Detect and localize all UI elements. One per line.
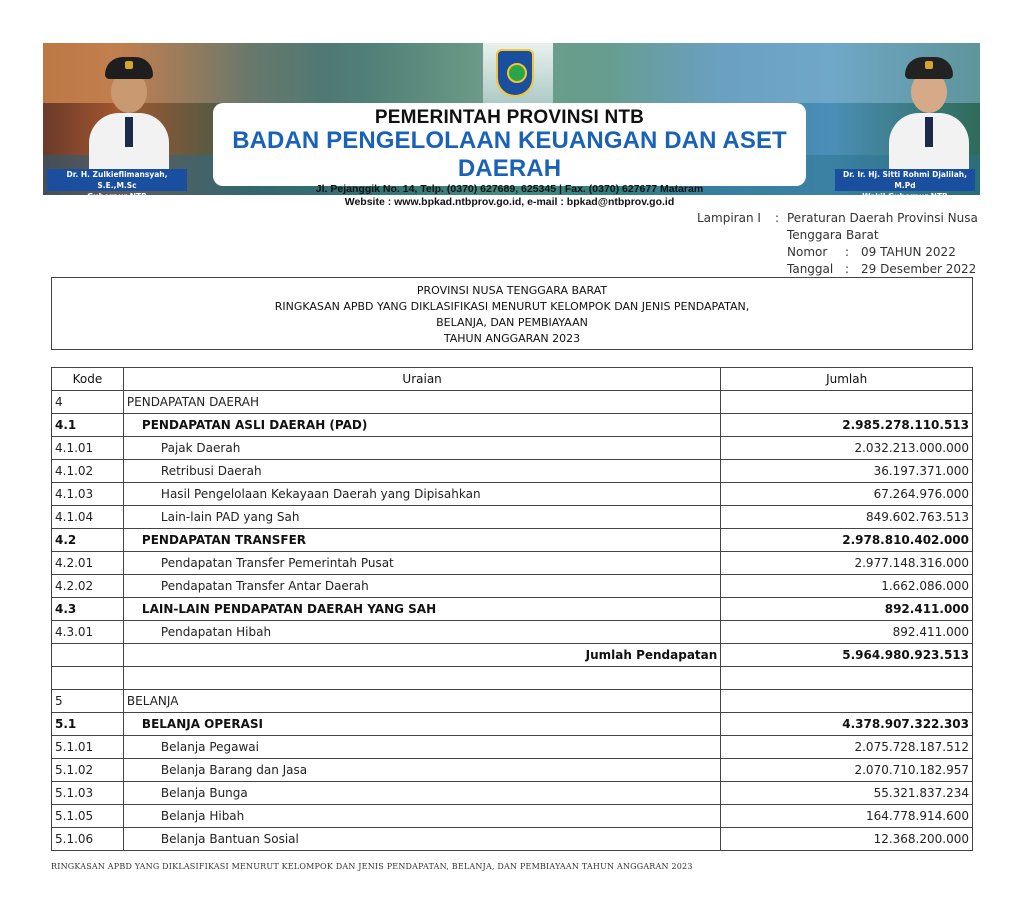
tanggal-value: 29 Desember 2022 — [861, 262, 977, 276]
table-row — [52, 713, 973, 736]
cell-kode: 5.1.01 — [52, 736, 124, 759]
regulation-line1: Peraturan Daerah Provinsi Nusa — [787, 211, 978, 225]
cell-jumlah: 892.411.000 — [721, 621, 973, 644]
cell-uraian: PENDAPATAN ASLI DAERAH (PAD) — [123, 414, 720, 437]
cell-jumlah: 2.977.148.316.000 — [721, 552, 973, 575]
cell-jumlah: 2.032.213.000.000 — [721, 437, 973, 460]
cell-kode: 4.2 — [52, 529, 124, 552]
attachment-colon: : — [775, 211, 780, 225]
cell-jumlah: 2.978.810.402.000 — [721, 529, 973, 552]
governor-name: Dr. H. Zulkieflimansyah, S.E.,M.Sc — [66, 170, 168, 190]
cell-jumlah: 849.602.763.513 — [721, 506, 973, 529]
cell-uraian: Belanja Barang dan Jasa — [123, 759, 720, 782]
cell-uraian: Belanja Pegawai — [123, 736, 720, 759]
table-row — [52, 414, 973, 437]
cell-kode: 4.1.03 — [52, 483, 124, 506]
cell-jumlah — [721, 667, 973, 690]
vice-governor-photo — [883, 51, 973, 173]
header-banner — [43, 43, 980, 208]
governor-photo — [83, 51, 173, 173]
cell-jumlah: 55.321.837.234 — [721, 782, 973, 805]
cell-kode: 5 — [52, 690, 124, 713]
province-emblem-icon — [496, 49, 534, 97]
cell-kode: 4.2.01 — [52, 552, 124, 575]
cell-uraian: Belanja Bantuan Sosial — [123, 828, 720, 851]
table-row — [52, 690, 973, 713]
tanggal-colon: : — [845, 262, 850, 276]
cell-uraian: Belanja Hibah — [123, 805, 720, 828]
table-body — [52, 391, 973, 851]
cell-jumlah: 36.197.371.000 — [721, 460, 973, 483]
table-row — [52, 506, 973, 529]
heading-line4: TAHUN ANGGARAN 2023 — [443, 332, 581, 345]
table-row — [52, 598, 973, 621]
cell-jumlah — [721, 391, 973, 414]
header-uraian: Uraian — [123, 368, 720, 391]
heading-line2: RINGKASAN APBD YANG DIKLASIFIKASI MENURUT KELOMPOK DAN JENIS PENDAPATAN, — [274, 300, 750, 313]
heading-line3: BELANJA, DAN PEMBIAYAAN — [436, 316, 588, 329]
attachment-reference — [697, 210, 978, 278]
vice-governor-caption — [835, 169, 975, 201]
government-title: PEMERINTAH PROVINSI NTB — [374, 107, 645, 128]
cell-uraian: PENDAPATAN DAERAH — [123, 391, 720, 414]
table-row — [52, 782, 973, 805]
cell-kode: 5.1.06 — [52, 828, 124, 851]
nomor-value: 09 TAHUN 2022 — [861, 245, 956, 259]
agency-website: Website : www.bpkad.ntbprov.go.id, e-mail : bpkad@ntbprov.go.id — [344, 196, 675, 208]
regulation-line2: Tenggara Barat — [787, 228, 879, 242]
table-row — [52, 805, 973, 828]
cell-kode: 5.1 — [52, 713, 124, 736]
cell-uraian — [123, 667, 720, 690]
document-heading — [51, 277, 973, 350]
cell-kode: 4 — [52, 391, 124, 414]
governor-role: Gubernur NTB — [87, 192, 147, 201]
cell-jumlah: 1.662.086.000 — [721, 575, 973, 598]
cell-jumlah: 5.964.980.923.513 — [721, 644, 973, 667]
page-footer: RINGKASAN APBD YANG DIKLASIFIKASI MENURUT KELOMPOK DAN JENIS PENDAPATAN, BELANJA, DAN PEMBIAYAAN TAHUN ANGGARAN 2023 — [51, 862, 693, 871]
table-row — [52, 437, 973, 460]
cell-uraian: BELANJA OPERASI — [123, 713, 720, 736]
cell-jumlah: 2.985.278.110.513 — [721, 414, 973, 437]
vice-governor-name: Dr. Ir. Hj. Sitti Rohmi Djalilah, M.Pd — [843, 170, 967, 190]
cell-uraian: Belanja Bunga — [123, 782, 720, 805]
cell-kode: 4.1.01 — [52, 437, 124, 460]
heading-line1: PROVINSI NUSA TENGGARA BARAT — [416, 284, 608, 297]
cell-jumlah: 12.368.200.000 — [721, 828, 973, 851]
cell-kode: 4.3.01 — [52, 621, 124, 644]
agency-title-box — [213, 103, 806, 208]
cell-kode — [52, 667, 124, 690]
header-kode: Kode — [52, 368, 124, 391]
vice-governor-role: Wakil Gubernur NTB — [862, 192, 948, 201]
table-row — [52, 667, 973, 690]
cell-uraian: BELANJA — [123, 690, 720, 713]
cell-kode: 4.3 — [52, 598, 124, 621]
table-row — [52, 391, 973, 414]
cell-jumlah: 892.411.000 — [721, 598, 973, 621]
table-row — [52, 621, 973, 644]
agency-address: Jl. Pejanggik No. 14, Telp. (0370) 627689, 625345 | Fax. (0370) 627677 Mataram — [315, 183, 704, 195]
cell-uraian: PENDAPATAN TRANSFER — [123, 529, 720, 552]
cell-jumlah — [721, 690, 973, 713]
table-row — [52, 483, 973, 506]
cell-uraian: LAIN-LAIN PENDAPATAN DAERAH YANG SAH — [123, 598, 720, 621]
cell-uraian: Jumlah Pendapatan — [123, 644, 720, 667]
table-header-row — [52, 368, 973, 391]
nomor-label: Nomor — [787, 245, 828, 259]
table-row — [52, 529, 973, 552]
cell-kode — [52, 644, 124, 667]
attachment-label: Lampiran I — [697, 211, 761, 225]
governor-caption — [47, 169, 187, 201]
nomor-colon: : — [845, 245, 850, 259]
cell-kode: 4.1.04 — [52, 506, 124, 529]
cell-jumlah: 2.075.728.187.512 — [721, 736, 973, 759]
table-row — [52, 736, 973, 759]
cell-kode: 5.1.03 — [52, 782, 124, 805]
cell-uraian: Retribusi Daerah — [123, 460, 720, 483]
cell-uraian: Pendapatan Transfer Antar Daerah — [123, 575, 720, 598]
cell-uraian: Pendapatan Transfer Pemerintah Pusat — [123, 552, 720, 575]
cell-kode: 5.1.02 — [52, 759, 124, 782]
cell-kode: 4.1 — [52, 414, 124, 437]
table-row — [52, 552, 973, 575]
cell-uraian: Lain-lain PAD yang Sah — [123, 506, 720, 529]
cell-kode: 4.1.02 — [52, 460, 124, 483]
table-row — [52, 644, 973, 667]
cell-kode: 4.2.02 — [52, 575, 124, 598]
cell-kode: 5.1.05 — [52, 805, 124, 828]
header-jumlah: Jumlah — [721, 368, 973, 391]
table-row — [52, 828, 973, 851]
agency-title: BADAN PENGELOLAAN KEUANGAN DAN ASET DAERAH — [232, 127, 787, 182]
cell-jumlah: 4.378.907.322.303 — [721, 713, 973, 736]
cell-jumlah: 67.264.976.000 — [721, 483, 973, 506]
budget-summary-table — [51, 367, 973, 851]
cell-jumlah: 2.070.710.182.957 — [721, 759, 973, 782]
table-row — [52, 460, 973, 483]
cell-uraian: Pendapatan Hibah — [123, 621, 720, 644]
tanggal-label: Tanggal — [787, 262, 834, 276]
cell-uraian: Hasil Pengelolaan Kekayaan Daerah yang Dipisahkan — [123, 483, 720, 506]
table-row — [52, 575, 973, 598]
cell-uraian: Pajak Daerah — [123, 437, 720, 460]
cell-jumlah: 164.778.914.600 — [721, 805, 973, 828]
table-row — [52, 759, 973, 782]
